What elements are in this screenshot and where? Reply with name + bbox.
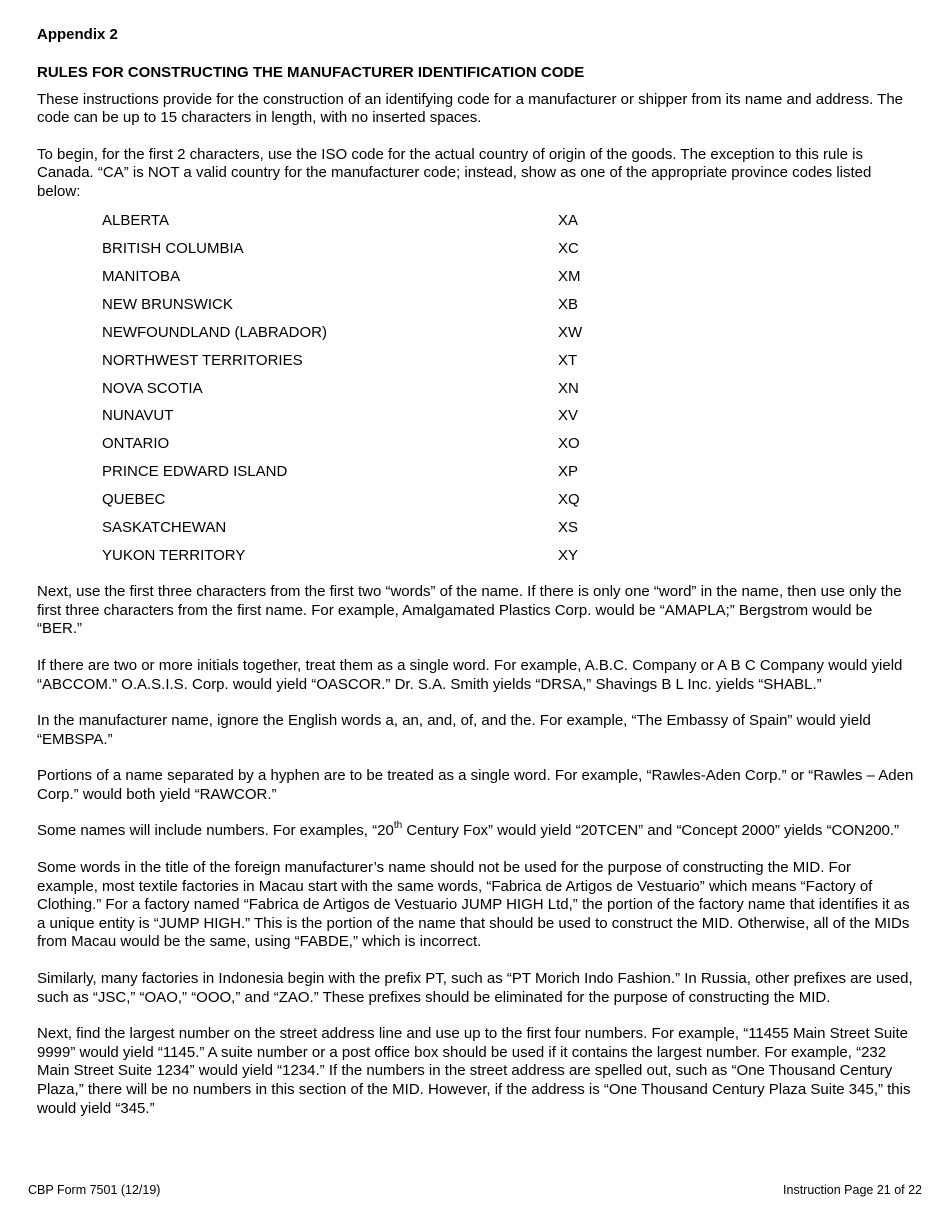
province-name: YUKON TERRITORY [102,546,246,564]
footer-page-number: Instruction Page 21 of 22 [783,1183,922,1197]
paragraph-hyphen-rule: Portions of a name separated by a hyphen are to be treated as a single word. For example, “Rawles-Aden Corp.” or “Rawles – Aden Corp.” would both yield “RAWCOR.” [37,767,914,803]
paragraph-prefix-rule: Similarly, many factories in Indonesia begin with the prefix PT, such as “PT Morich Indo Fashion.” In Russia, other prefixes are used, such as “JSC,” “OAO,” “OOO,” and “ZAO.” These prefixes should be eliminated for the purpose of constructing the MID. [37,970,913,1006]
province-code: XO [558,435,580,453]
ordinal-superscript: th [393,820,403,832]
paragraph-initials-rule: If there are two or more initials together, treat them as a single word. For example, A.B.C. Company or A B C Company would yield “ABCCOM.” O.A.S.I.S. Corp. would yield “OASCOR.” Dr. S.A. Smith yields “DRSA,” Shavings B L Inc. yields “SHABL.” [37,656,903,693]
province-code: XV [558,407,579,425]
province-name: QUEBEC [102,491,166,509]
table-row [102,319,618,347]
table-row [102,263,618,291]
province-name: ONTARIO [102,435,170,453]
province-name: NEWFOUNDLAND (LABRADOR) [102,323,328,341]
table-row [102,347,618,375]
province-name: BRITISH COLUMBIA [102,240,244,258]
paragraph-ignore-words-rule: In the manufacturer name, ignore the English words a, an, and, of, and the. For example, “The Embassy of Spain” would yield “EMBSPA.” [37,712,871,748]
province-code: XY [558,546,579,564]
table-row [102,403,618,431]
province-code: XB [558,295,579,313]
province-code: XA [558,212,579,230]
province-code: XT [558,351,578,369]
paragraph-name-rule: Next, use the first three characters from the first two “words” of the name. If there is only one “word” in the name, then use only the first three characters from the first name. For example, Amalgamated Plastics Corp. would be “AMAPLA;” Bergstrom would be “BER.” [37,583,902,638]
province-name: SASKATCHEWAN [102,519,227,536]
paragraph-address-number-rule: Next, find the largest number on the street address line and use up to the first four numbers. For example, “11455 Main Street Suite 9999” would yield “1145.” A suite number or a post office box should be used if it contains the largest number. For example, “232 Main Street Suite 1234” would yield “1234.” If the numbers in the street address are spelled out, such as “One Thousand Century Plaza,” there will be no numbers in this section of the MID. However, if the address is “One Thousand Century Plaza Suite 345,” this would yield “345.” [37,1025,911,1117]
table-row [102,375,618,403]
province-name: PRINCE EDWARD ISLAND [102,463,288,481]
province-code: XQ [558,491,580,509]
intro-paragraph-1: These instructions provide for the construction of an identifying code for a manufacturer or shipper from its name and address. The code can be up to 15 characters in length, with no inserted spaces. [37,90,904,127]
section-title: RULES FOR CONSTRUCTING THE MANUFACTURER IDENTIFICATION CODE [37,64,585,81]
province-name: NORTHWEST TERRITORIES [102,351,303,369]
table-row [102,235,618,263]
numbers-rule-text-b: Century Fox” would yield “20TCEN” and “Concept 2000” yields “CON200.” [402,822,900,840]
table-row [102,208,618,236]
province-name: NOVA SCOTIA [102,379,203,397]
document-page [37,26,915,1136]
table-row [102,542,618,570]
appendix-label: Appendix 2 [37,26,118,43]
table-row [102,291,618,319]
province-name: NUNAVUT [102,407,174,425]
province-code: XS [558,519,579,536]
province-code-table [102,208,618,571]
province-name: NEW BRUNSWICK [102,295,233,313]
province-code: XN [558,379,579,397]
table-row [102,514,618,542]
province-code: XP [558,463,579,481]
province-name: MANITOBA [102,267,181,285]
paragraph-numbers-rule [37,822,915,841]
paragraph-excluded-words-rule: Some words in the title of the foreign manufacturer’s name should not be used for the purpose of constructing the MID. For example, most textile factories in Macau start with the same words, “Fabrica de Artigos de Vestuario” which means “Factory of Clothing.” For a factory named “Fabrica de Artigos de Vestuario JUMP HIGH Ltd,” the portion of the factory name that identifies it as a unique entity is “JUMP HIGH.” This is the portion of the name that should be used to construct the MID. Otherwise, all of the MIDs from Macau would be the same, using “FABDE,” which is incorrect. [37,859,910,951]
province-code: XM [558,267,581,285]
table-row [102,486,618,514]
footer-form-id: CBP Form 7501 (12/19) [28,1183,161,1197]
intro-paragraph-2: To begin, for the first 2 characters, use the ISO code for the actual country of origin of the goods. The exception to this rule is Canada. “CA” is NOT a valid country for the manufacturer code; instead, show as one of the appropriate province codes listed below: [37,145,872,200]
province-name: ALBERTA [102,212,169,230]
table-row [102,431,618,459]
table-row [102,459,618,487]
province-code: XC [558,240,579,258]
numbers-rule-text-a: Some names will include numbers. For examples, “20 [37,822,394,840]
province-code: XW [558,323,583,341]
